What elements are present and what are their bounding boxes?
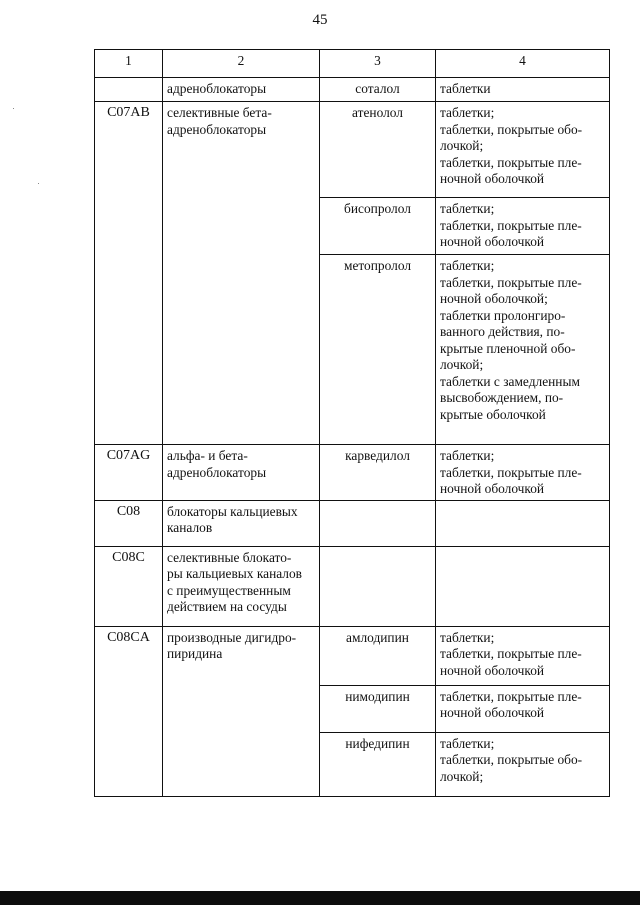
table-row: [95, 78, 610, 102]
dosage-forms-cell: [436, 255, 610, 445]
table-row: [95, 445, 610, 501]
dosage-forms-cell: [436, 500, 610, 546]
atc-code-cell: C07AB: [95, 102, 163, 445]
table-row: [95, 546, 610, 626]
dosage-form-line: таблетки, покрытые пле-: [440, 464, 582, 480]
dosage-form-line: крытые оболочкой: [440, 406, 546, 422]
dosage-form-line: таблетки с замедленным: [440, 373, 580, 389]
dosage-form-line: таблетки: [440, 81, 491, 96]
dosage-form-line: ванного действия, по-: [440, 324, 565, 339]
drug-name-cell: атенолол: [320, 102, 436, 198]
drug-name-cell: карведилол: [320, 445, 436, 501]
dosage-form-line: таблетки;: [440, 735, 495, 751]
scan-speck: [13, 108, 14, 109]
atc-code-cell: C07AG: [95, 445, 163, 501]
drug-name-cell: нифедипин: [320, 732, 436, 796]
drug-name-cell: метопролол: [320, 255, 436, 445]
header-cell: 1: [95, 50, 163, 78]
group-name-cell: альфа- и бета- адреноблокаторы: [163, 445, 320, 501]
group-name-cell: адреноблокаторы: [163, 78, 320, 102]
drug-name-cell: [320, 546, 436, 626]
dosage-form-line: ночной оболочкой: [440, 171, 545, 186]
dosage-forms-cell: [436, 78, 610, 102]
dosage-forms-cell: [436, 732, 610, 796]
group-name-cell: селективные блокато- ры кальциевых каналов с преимущественным действием на сосуды: [163, 546, 320, 626]
table-row: [95, 500, 610, 546]
dosage-form-line: таблетки, покрытые пле-: [440, 274, 582, 290]
dosage-form-line: таблетки, покрытые пле-: [440, 688, 582, 704]
table-header-row: [95, 50, 610, 78]
dosage-form-line: таблетки;: [440, 448, 495, 463]
drug-name-cell: бисопролол: [320, 198, 436, 255]
dosage-form-line: ночной оболочкой: [440, 481, 545, 496]
atc-code-cell: [95, 78, 163, 102]
atc-code-cell: C08: [95, 500, 163, 546]
dosage-form-line: лочкой;: [440, 768, 484, 784]
dosage-form-line: лочкой;: [440, 138, 484, 153]
group-name-cell: блокаторы кальциевых каналов: [163, 500, 320, 546]
group-name-cell: производные дигидро- пиридина: [163, 626, 320, 796]
table-row: [95, 102, 610, 198]
dosage-form-line: таблетки, покрытые обо-: [440, 121, 583, 137]
dosage-form-line: ночной оболочкой: [440, 234, 545, 249]
dosage-forms-cell: [436, 198, 610, 255]
dosage-form-line: таблетки;: [440, 201, 495, 216]
atc-code-cell: C08C: [95, 546, 163, 626]
dosage-form-line: таблетки, покрытые пле-: [440, 646, 582, 661]
dosage-form-line: таблетки, покрытые пле-: [440, 154, 582, 170]
dosage-form-line: ночной оболочкой: [440, 662, 545, 678]
dosage-form-line: лочкой;: [440, 357, 484, 372]
dosage-forms-cell: [436, 626, 610, 685]
dosage-form-line: ночной оболочкой;: [440, 291, 548, 306]
dosage-forms-cell: [436, 546, 610, 626]
dosage-form-line: высвобождением, по-: [440, 390, 564, 405]
drug-name-cell: соталол: [320, 78, 436, 102]
dosage-form-line: таблетки пролонгиро-: [440, 307, 566, 323]
header-cell: 2: [163, 50, 320, 78]
dosage-form-line: таблетки;: [440, 629, 495, 645]
atc-code-cell: C08CA: [95, 626, 163, 796]
table-row: [95, 626, 610, 685]
dosage-form-line: ночной оболочкой: [440, 705, 545, 720]
dosage-forms-cell: [436, 685, 610, 732]
header-cell: 4: [436, 50, 610, 78]
drug-name-cell: нимодипин: [320, 685, 436, 732]
dosage-forms-cell: [436, 445, 610, 501]
dosage-form-line: таблетки, покрытые обо-: [440, 752, 583, 767]
dosage-form-line: крытые пленочной обо-: [440, 340, 576, 356]
dosage-form-line: таблетки;: [440, 105, 495, 120]
dosage-forms-cell: [436, 102, 610, 198]
drug-name-cell: амлодипин: [320, 626, 436, 685]
header-cell: 3: [320, 50, 436, 78]
scan-speck: [38, 183, 39, 184]
dosage-form-line: таблетки, покрытые пле-: [440, 217, 582, 233]
group-name-cell: селективные бета- адреноблокаторы: [163, 102, 320, 445]
scan-bottom-edge: [0, 891, 640, 905]
drug-table: [94, 49, 610, 797]
drug-name-cell: [320, 500, 436, 546]
dosage-form-line: таблетки;: [440, 258, 495, 273]
page-number: 45: [312, 12, 328, 28]
